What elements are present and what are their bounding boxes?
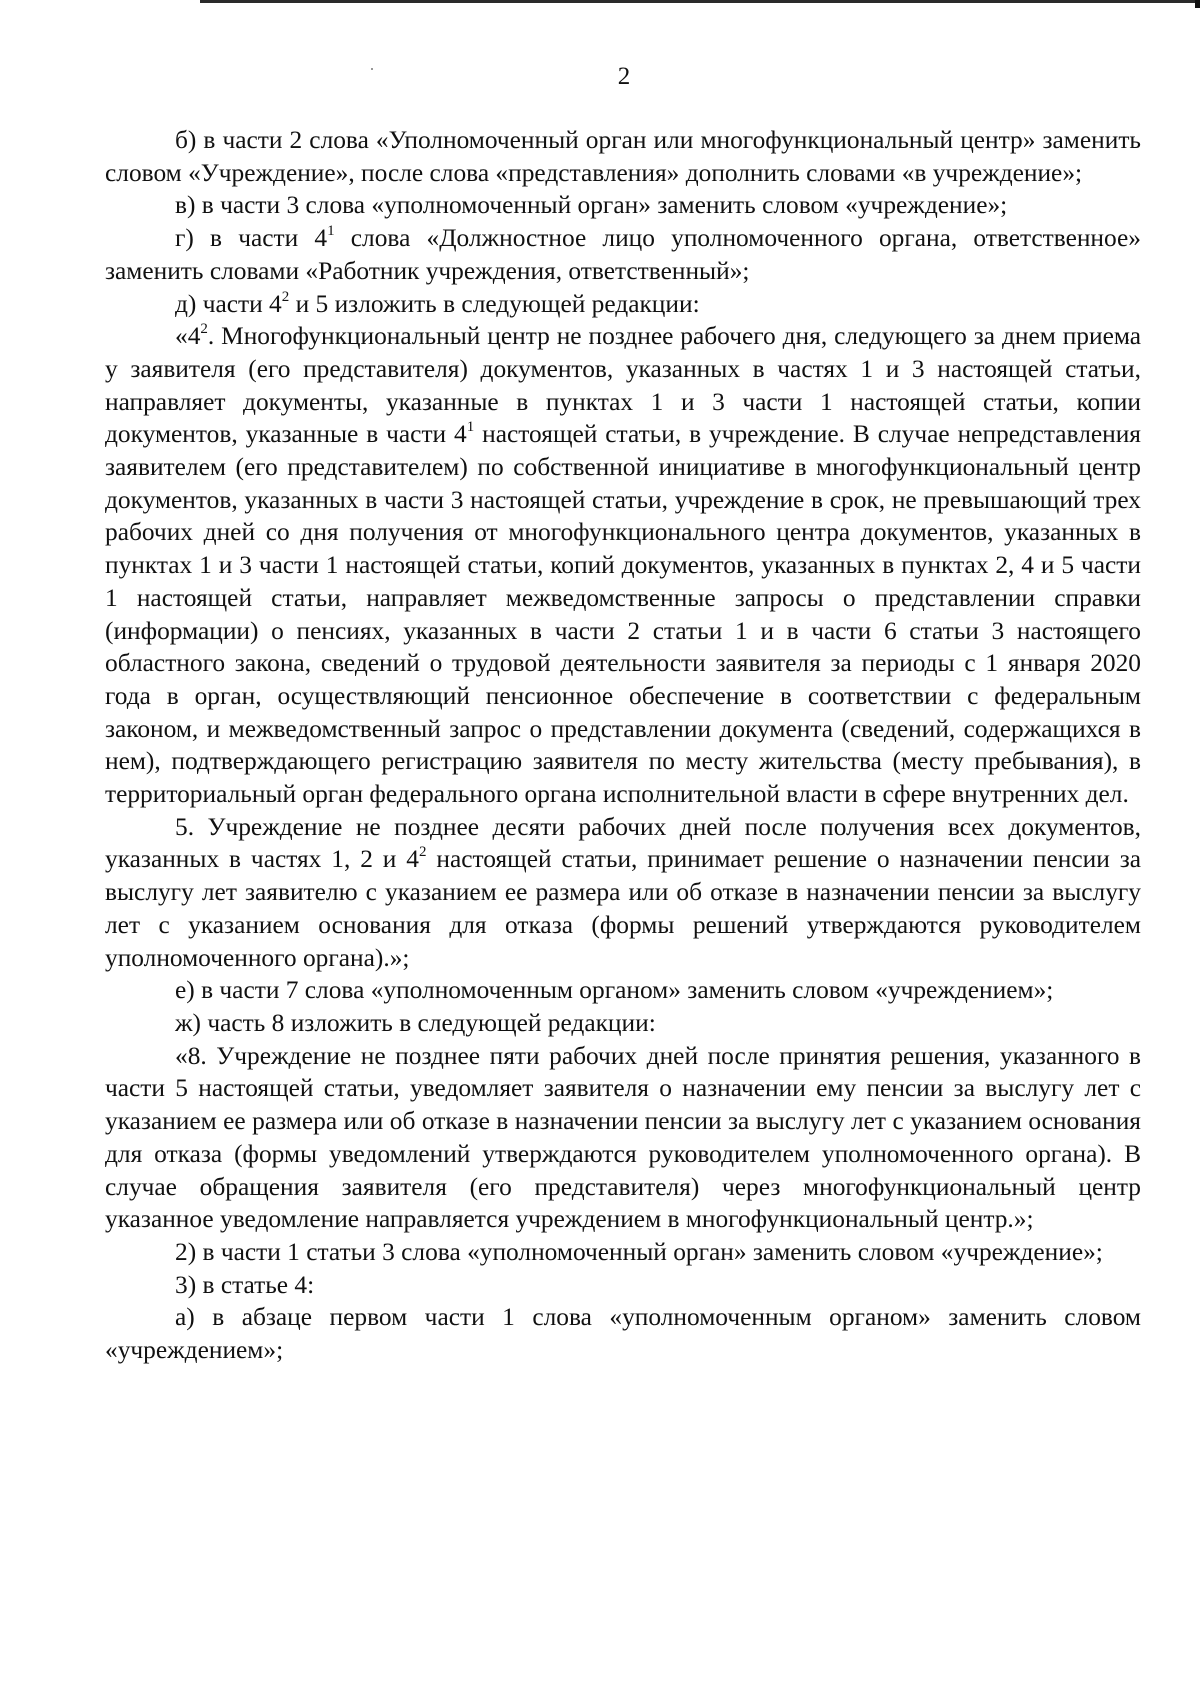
paragraph xyxy=(105,1040,1141,1236)
paragraph xyxy=(105,1269,1141,1302)
superscript: 1 xyxy=(466,419,475,436)
text-run: 5. Учреждение не позднее десяти рабочих дней после получения всех документов, указанных в частях 1, 2 и 4 xyxy=(105,812,1141,874)
text-run: и 5 изложить в следующей редакции: xyxy=(289,289,700,318)
paragraph xyxy=(105,1236,1141,1269)
superscript: 2 xyxy=(281,288,290,305)
scan-top-edge xyxy=(200,0,1200,3)
paragraph xyxy=(105,1007,1141,1040)
text-run: настоящей статьи, в учреждение. В случае непредставления заявителем (его представителем) по собственной инициативе в многофункциональный центр документов, указанных в части 3 настоящей статьи, учреждение в срок, не превышающий трех рабочих дней со дня получения от многофункционального центра документов, указанных в пунктах 1 и 3 части 1 настоящей статьи, копий документов, указанных в пунктах 2, 4 и 5 части 1 настоящей статьи, направляет межведомственные запросы о представлении справки (информации) о пенсиях, указанных в части 2 статьи 1 и в части 6 статьи 3 настоящего областного закона, сведений о трудовой деятельности заявителя за периоды с 1 января 2020 года в орган, осуществляющий пенсионное обеспечение в соответствии с федеральным законом, и межведомственный запрос о представлении документа (сведений, содержащихся в нем), подтверждающего регистрацию заявителя по месту жительства (месту пребывания), в территориальный орган федерального органа исполнительной власти в сфере внутренних дел. xyxy=(105,420,1141,809)
text-run: «4 xyxy=(175,322,201,351)
paragraph xyxy=(105,320,1141,811)
paragraph xyxy=(105,222,1141,287)
text-run: в) в части 3 слова «уполномоченный орган» заменить словом «учреждение»; xyxy=(175,191,1008,220)
paragraph xyxy=(105,1301,1141,1366)
document-body xyxy=(105,124,1141,1367)
text-run: б) в части 2 слова «Уполномоченный орган или многофункциональный центр» заменить словом «Учреждение», после слова «представления» дополнить словами «в учреждение»; xyxy=(105,126,1141,187)
text-run: ж) часть 8 изложить в следующей редакции: xyxy=(175,1008,656,1037)
superscript: 2 xyxy=(200,321,208,338)
paragraph xyxy=(105,124,1141,189)
text-run: . Многофункциональный центр не позднее рабочего дня, следующего за днем приема у заявителя (его представителя) документов, указанных в частях 1 и 3 настоящей статьи, направляет документы, указанные в пунктах 1 и 3 части 1 настоящей статьи, копии документов, указанные в части 4 xyxy=(105,322,1141,449)
text-run: настоящей статьи, принимает решение о назначении пенсии за выслугу лет заявителю с указанием ее размера или об отказе в назначении пенсии за выслугу лет с указанием основания для отказа (формы решений утверждаются руководителем уполномоченного органа).»; xyxy=(105,845,1142,972)
text-run: «8. Учреждение не позднее пяти рабочих дней после принятия решения, указанного в части 5 настоящей статьи, уведомляет заявителя о назначении ему пенсии за выслугу лет с указанием ее размера или об отказе в назначении пенсии за выслугу лет с указанием основания для отказа (формы уведомлений утверждаются руководителем уполномоченного органа). В случае обращения заявителя (его представителя) через многофункциональный центр указанное уведомление направляется учреждением в многофункциональный центр.»; xyxy=(105,1041,1141,1234)
scan-corner-mark xyxy=(1195,0,1200,8)
paragraph xyxy=(105,189,1141,222)
text-run: а) в абзаце первом части 1 слова «уполномоченным органом» заменить словом «учреждением»; xyxy=(105,1303,1141,1365)
text-run: 2) в части 1 статьи 3 слова «уполномоченный орган» заменить словом «учреждение»; xyxy=(175,1237,1103,1266)
superscript: 2 xyxy=(419,844,427,861)
superscript: 1 xyxy=(327,223,335,240)
paragraph xyxy=(105,288,1141,321)
text-run: д) части 4 xyxy=(175,289,282,318)
text-run: е) в части 7 слова «уполномоченным органом» заменить словом «учреждением»; xyxy=(175,976,1054,1005)
paragraph xyxy=(105,811,1141,975)
paragraph xyxy=(105,974,1141,1007)
text-run: г) в части 4 xyxy=(175,224,328,253)
text-run: слова «Должностное лицо уполномоченного органа, ответственное» заменить словами «Работник учреждения, ответственный»; xyxy=(105,224,1141,285)
text-run: 3) в статье 4: xyxy=(175,1270,315,1299)
page-number: 2 xyxy=(617,63,631,90)
